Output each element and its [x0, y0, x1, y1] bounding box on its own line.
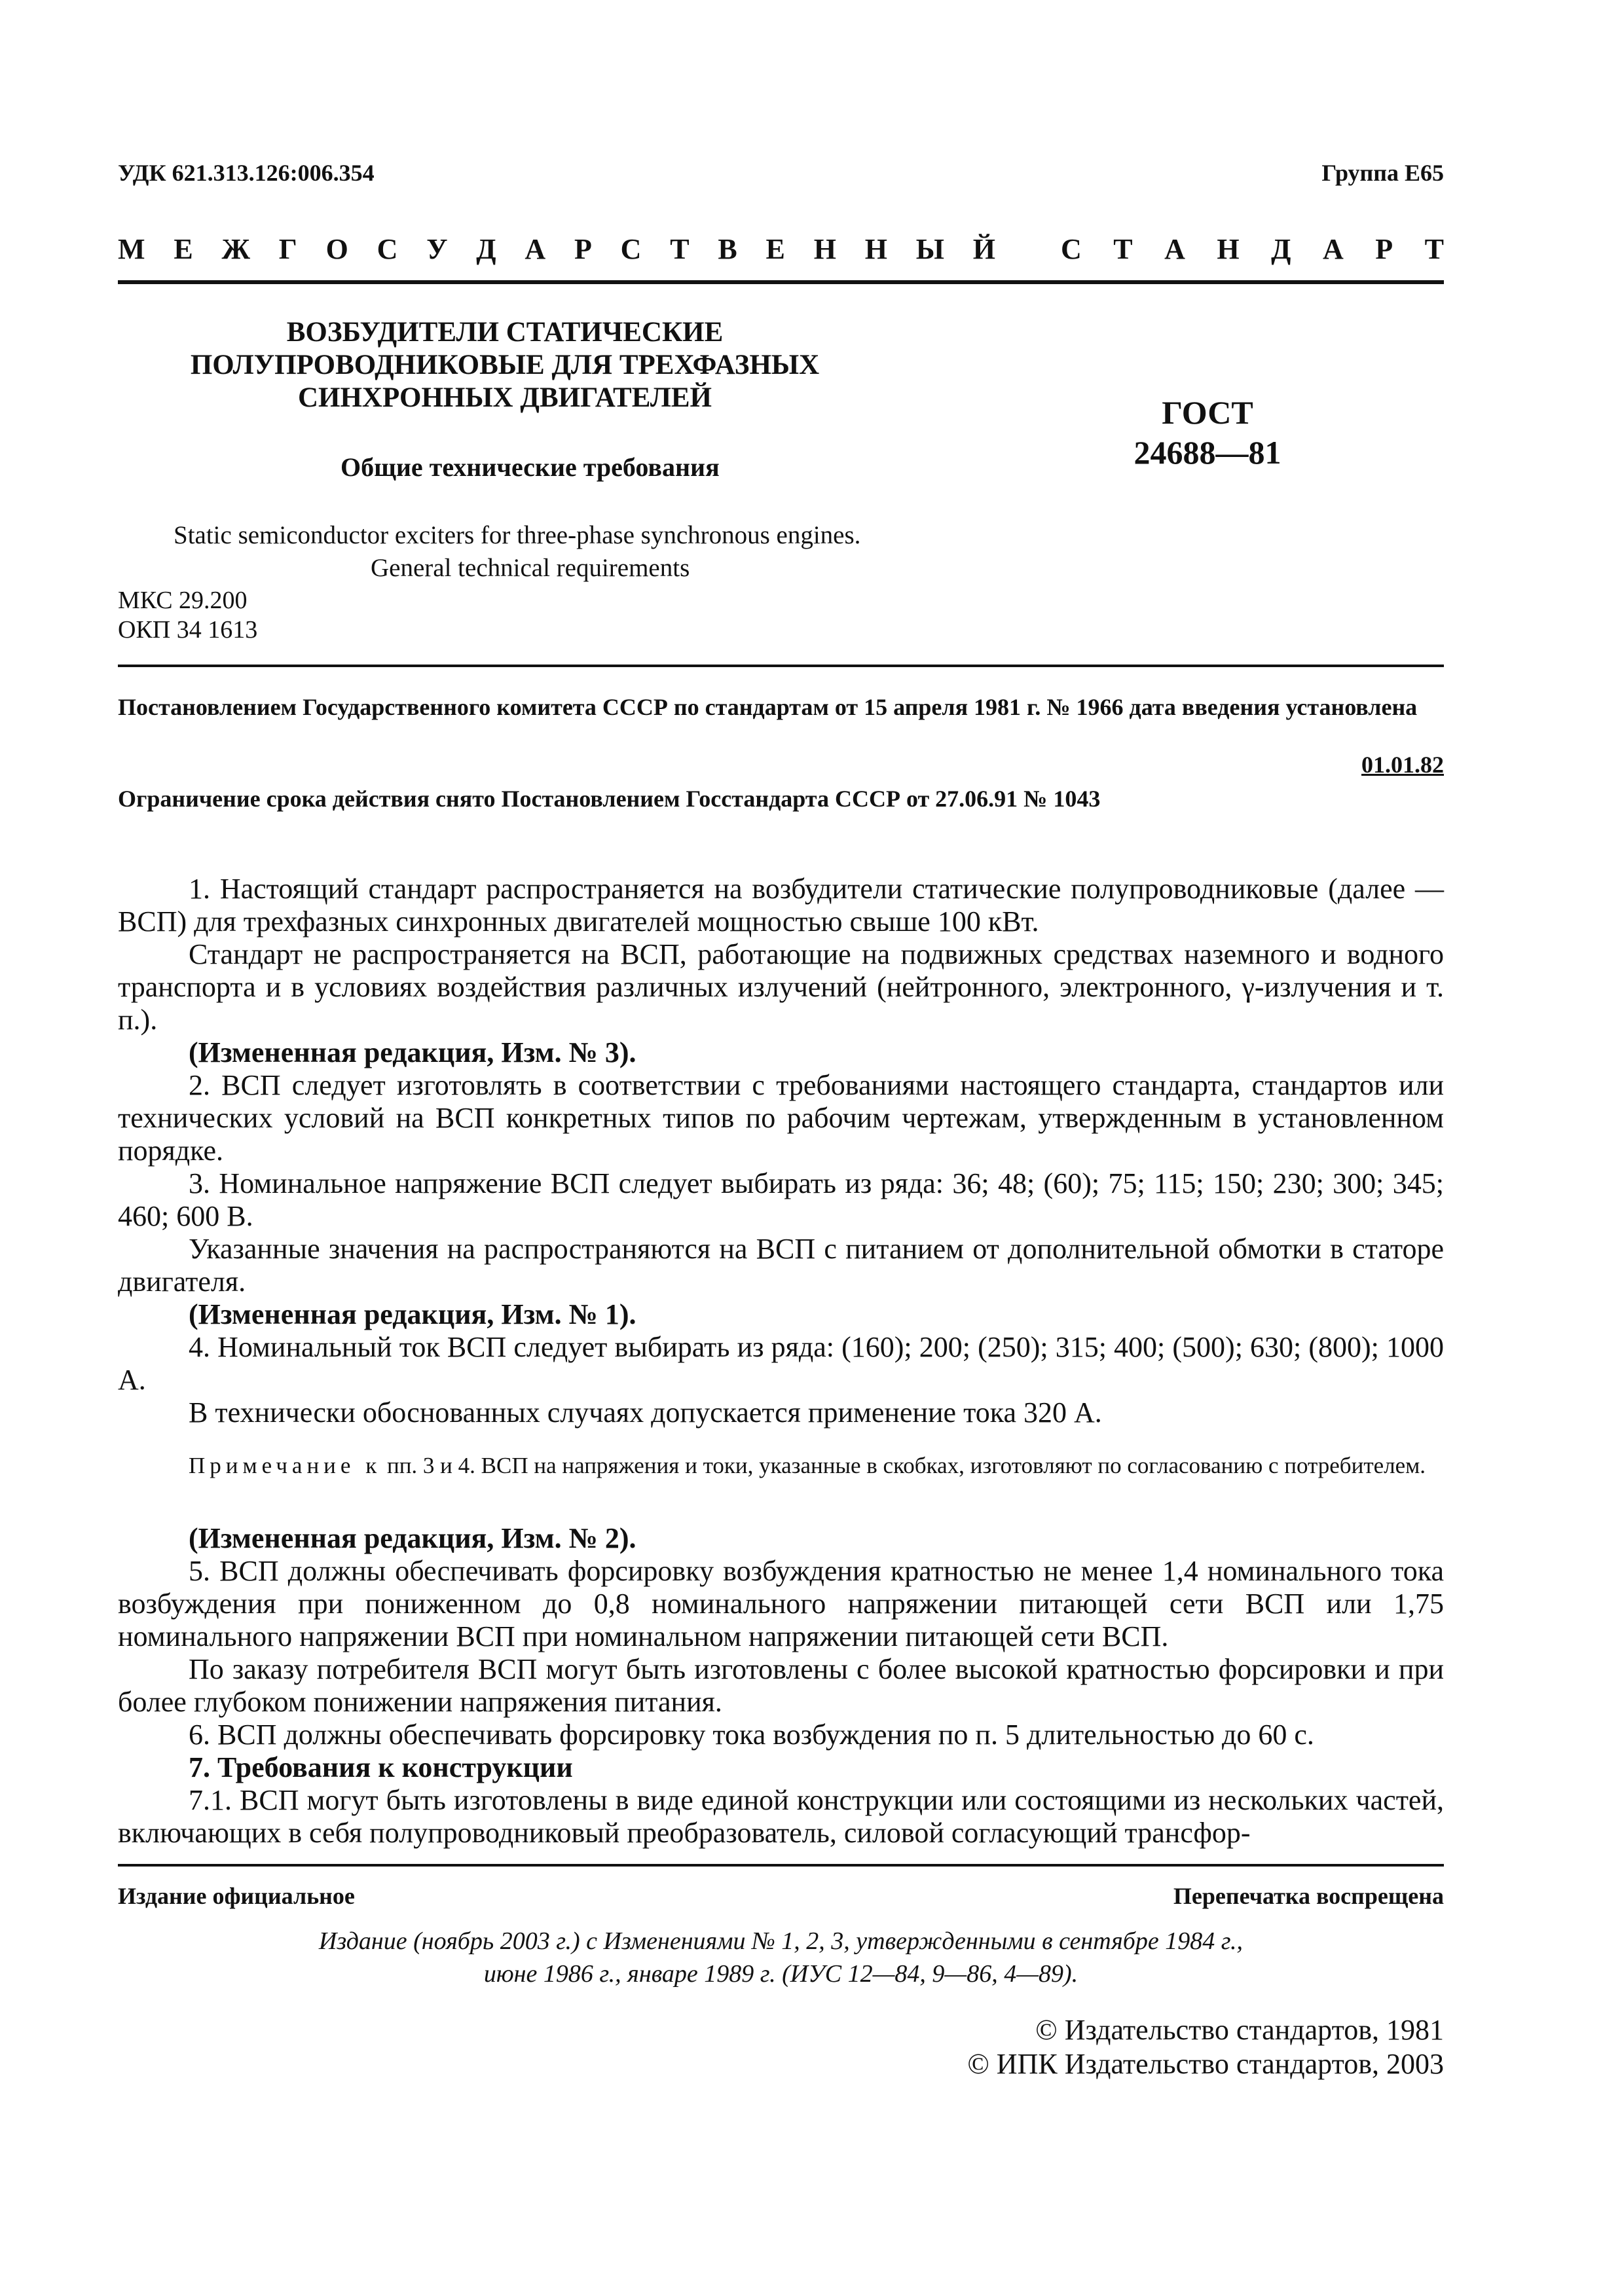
paragraph-7-1: 7.1. ВСП могут быть изготовлены в виде единой конструкции или состоящими из нескольких частей, включающих в себя полупроводниковый преобразователь, силовой согласующий трансфор-: [118, 1784, 1444, 1849]
banner-left-letter: Д: [476, 233, 496, 265]
banner-left-letter: Ж: [221, 233, 250, 265]
banner-left-letter: С: [377, 233, 398, 265]
paragraph-5: 5. ВСП должны обеспечивать форсировку возбуждения кратностью не менее 1,4 номинального тока возбуждения при пониженном до 0,8 номинального напряжении питающей сети ВСП или 1,75 номинального напряжении ВСП при номинальном напряжении питающей сети ВСП.: [118, 1555, 1444, 1652]
decree-date: 01.01.82: [1361, 752, 1444, 778]
header-rule: [118, 280, 1444, 284]
okp-code: ОКП 34 1613: [118, 616, 258, 644]
banner-right-letter: Т: [1113, 233, 1133, 265]
standard-banner: [118, 232, 1444, 272]
paragraph-4-note: В технически обоснованных случаях допускается применение тока 320 А.: [189, 1396, 1102, 1429]
paragraph-1: 1. Настоящий стандарт распространяется на возбудители статические полупроводниковые (далее — ВСП) для трехфазных синхронных двигателей мощностью свыше 100 кВт.: [118, 873, 1444, 938]
banner-left-letter: Р: [574, 233, 592, 265]
banner-right-letter: А: [1164, 233, 1185, 265]
amendment-1: (Измененная редакция, Изм. № 1).: [189, 1298, 636, 1330]
banner-left-letter: Е: [765, 233, 785, 265]
official-edition: Издание официальное: [118, 1883, 355, 1909]
banner-left-letter: А: [525, 233, 546, 265]
udk-code: УДК 621.313.126:006.354: [118, 160, 375, 186]
banner-left-letter: Ы: [915, 233, 944, 265]
banner-right-word: [1061, 232, 1444, 266]
footer-rule: [118, 1864, 1444, 1867]
english-title-2: General technical requirements: [371, 554, 690, 582]
copyright-2003: © ИПК Издательство стандартов, 2003: [967, 2048, 1444, 2080]
paragraph-2: 2. ВСП следует изготовлять в соответствии с требованиями настоящего стандарта, стандартов или технических условий на ВСП конкретных типов по рабочим чертежам, утвержденным в установленном порядке.: [118, 1069, 1444, 1167]
banner-left-letter: О: [325, 233, 348, 265]
edition-line-2: июне 1986 г., январе 1989 г. (ИУС 12—84, 9—86, 4—89).: [483, 1960, 1078, 1988]
decree-text: Постановлением Государственного комитета СССР по стандартам от 15 апреля 1981 г. № 1966 дата введения установлена: [118, 694, 1418, 720]
banner-left-letter: С: [620, 233, 642, 265]
banner-left-letter: Й: [972, 233, 995, 265]
banner-left-letter: М: [118, 233, 145, 265]
decree-limit: Ограничение срока действия снято Постановлением Госстандарта СССР от 27.06.91 № 1043: [118, 786, 1101, 812]
copyright-1981: © Издательство стандартов, 1981: [1035, 2014, 1444, 2046]
banner-left-letter: Е: [174, 233, 193, 265]
note: [118, 1451, 1444, 1480]
banner-left-word: [118, 232, 995, 266]
reprint-prohibited: Перепечатка воспрещена: [1173, 1883, 1444, 1909]
banner-left-letter: Н: [813, 233, 836, 265]
amendment-3: (Измененная редакция, Изм. № 3).: [189, 1036, 636, 1068]
title-line-3: СИНХРОННЫХ ДВИГАТЕЛЕЙ: [297, 382, 712, 413]
title-line-1: ВОЗБУДИТЕЛИ СТАТИЧЕСКИЕ: [286, 317, 724, 348]
banner-right-letter: А: [1322, 233, 1344, 265]
gost-label: ГОСТ: [1162, 394, 1253, 431]
english-title-1: Static semiconductor exciters for three-phase synchronous engines.: [174, 521, 861, 549]
note-label: Примечание к: [189, 1453, 382, 1478]
banner-left-letter: Г: [278, 233, 297, 265]
paragraph-1-scope: Стандарт не распространяется на ВСП, работающие на подвижных средствах наземного и водного транспорта и в условиях воздействия различных излучений (нейтронного, электронного, γ-излучения и т. п.).: [118, 938, 1444, 1036]
banner-right-letter: Д: [1271, 233, 1291, 265]
gost-number: 24688—81: [1134, 434, 1281, 471]
banner-right-letter: С: [1061, 233, 1082, 265]
note-text: пп. 3 и 4. ВСП на напряжения и токи, указанные в скобках, изготовляют по согласованию с потребителем.: [386, 1453, 1426, 1478]
banner-left-letter: Т: [670, 233, 690, 265]
title-subtitle: Общие технические требования: [341, 452, 720, 482]
title-rule: [118, 665, 1444, 667]
banner-right-letter: Н: [1217, 233, 1240, 265]
banner-right-letter: Р: [1375, 233, 1393, 265]
title-line-2: ПОЛУПРОВОДНИКОВЫЕ ДЛЯ ТРЕХФАЗНЫХ: [190, 350, 820, 380]
paragraph-4: 4. Номинальный ток ВСП следует выбирать из ряда: (160); 200; (250); 315; 400; (500); 630; (800); 1000 А.: [118, 1331, 1444, 1396]
paragraph-6: 6. ВСП должны обеспечивать форсировку тока возбуждения по п. 5 длительностью до 60 с.: [189, 1719, 1314, 1751]
banner-left-letter: Н: [864, 233, 887, 265]
edition-line-1: Издание (ноябрь 2003 г.) с Изменениями № 1, 2, 3, утвержденными в сентябре 1984 г.,: [318, 1927, 1244, 1955]
mks-code: МКС 29.200: [118, 587, 248, 614]
paragraph-3: 3. Номинальное напряжение ВСП следует выбирать из ряда: 36; 48; (60); 75; 115; 150; 230; 300; 345; 460; 600 В.: [118, 1167, 1444, 1232]
paragraph-5-order: По заказу потребителя ВСП могут быть изготовлены с более высокой кратностью форсировки и при более глубоком понижении напряжения питания.: [118, 1653, 1444, 1718]
amendment-2: (Измененная редакция, Изм. № 2).: [189, 1522, 636, 1554]
banner-left-letter: В: [718, 233, 737, 265]
paragraph-3-note: Указанные значения на распространяются на ВСП с питанием от дополнительной обмотки в статоре двигателя.: [118, 1233, 1444, 1298]
section-7-heading: 7. Требования к конструкции: [189, 1751, 573, 1783]
banner-left-letter: У: [426, 233, 448, 265]
banner-right-letter: Т: [1424, 233, 1444, 265]
group-code: Группа Е65: [1321, 160, 1444, 186]
